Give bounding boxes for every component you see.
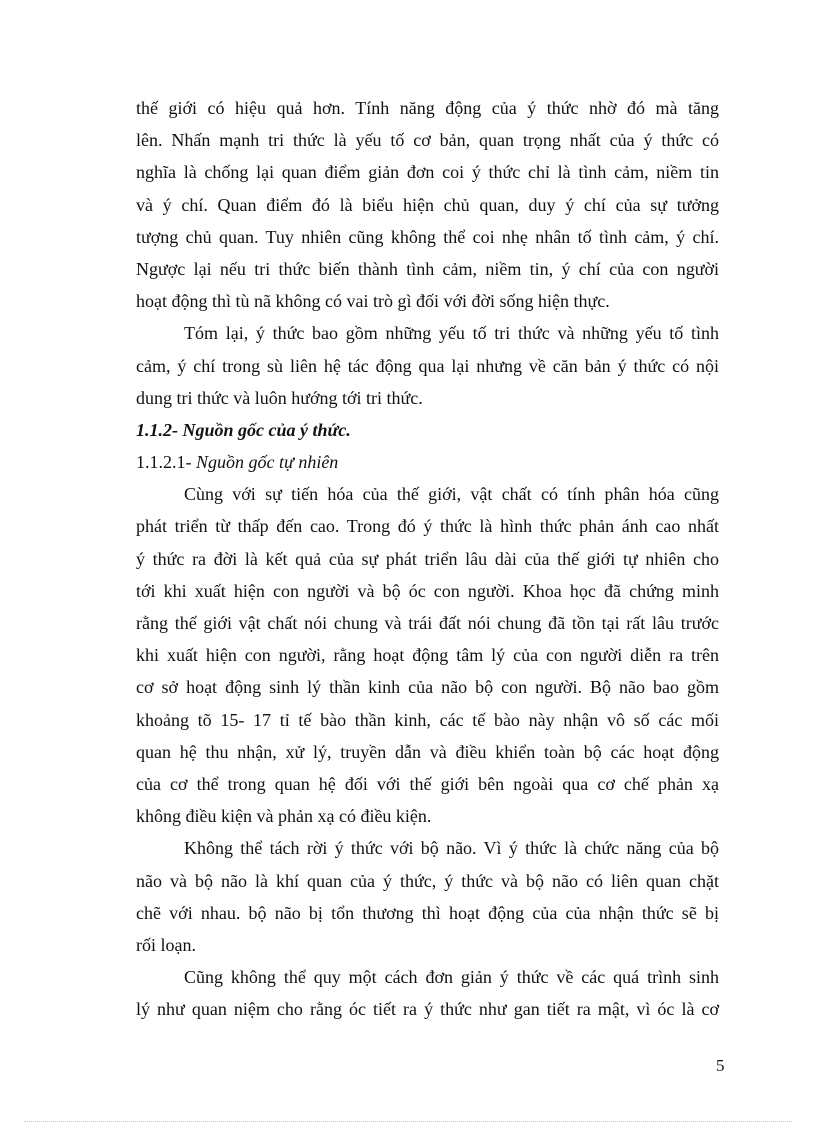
subsection-number: 1.1.2.1- — [136, 452, 192, 473]
text-line: cảm, ý chí trong sù liên hệ tác động qua lại nhưng về căn bản ý thức có nội — [136, 355, 719, 376]
text-line: rằng thế giới vật chất nói chung và trái đất nói chung đã tồn tại rất lâu trước — [136, 613, 719, 633]
text-line: phát triển từ thấp đến cao. Trong đó ý thức là hình thức phản ánh cao nhất — [136, 516, 719, 537]
text-line: rối loạn. — [136, 934, 196, 955]
text-line: hoạt động thì tù nã không có vai trò gì đối với đời sống hiện thực. — [136, 291, 610, 312]
text-line: và ý chí. Quan điểm đó là biểu hiện chủ quan, duy ý chí của sự tưởng — [136, 194, 719, 215]
text-line: dung tri thức và luôn hướng tới tri thức. — [136, 387, 423, 408]
text-line: Ngược lại nếu tri thức biến thành tình cảm, niềm tin, ý chí của con người — [136, 258, 719, 279]
text-line: Cũng không thể quy một cách đơn giản ý thức về các quá trình sinh — [184, 967, 719, 988]
text-line: tới khi xuất hiện con người và bộ óc con người. Khoa học đã chứng minh — [136, 580, 719, 601]
section-heading: 1.1.2- Nguồn gốc của ý thức. — [136, 419, 351, 440]
text-line: khoảng tõ 15- 17 tỉ tế bào thần kinh, các tế bào này nhận vô số các mối — [136, 709, 719, 730]
text-line: thế giới có hiệu quả hơn. Tính năng động của ý thức nhờ đó mà tăng — [136, 98, 719, 118]
text-line: tượng chủ quan. Tuy nhiên cũng không thể coi nhẹ nhân tố tình cảm, ý chí. — [136, 226, 719, 247]
document-page — [136, 92, 719, 1025]
text-line: não và bộ não là khí quan của ý thức, ý thức và bộ não có liên quan chặt — [136, 870, 719, 891]
text-line: của cơ thể trong quan hệ đối với thế giới bên ngoài qua cơ chế phản xạ — [136, 773, 719, 794]
text-line: quan hệ thu nhận, xử lý, truyền dẫn và điều khiển toàn bộ các hoạt động — [136, 741, 719, 762]
text-line: không điều kiện và phản xạ có điều kiện. — [136, 806, 432, 827]
text-line: cơ sở hoạt động sinh lý thần kinh của não bộ con người. Bộ não bao gồm — [136, 677, 719, 698]
text-line: nghĩa là chống lại quan điểm giản đơn coi ý thức chỉ là tình cảm, niềm tin — [136, 162, 719, 183]
subsection-heading — [136, 446, 719, 478]
page-number: 5 — [716, 1056, 725, 1075]
text-line: chẽ với nhau. bộ não bị tổn thương thì hoạt động của của nhận thức sẽ bị — [136, 902, 719, 923]
text-line: Cùng với sự tiến hóa của thế giới, vật chất có tính phân hóa cũng — [184, 484, 719, 505]
text-line: lý như quan niệm cho rằng óc tiết ra ý thức như gan tiết ra mật, vì óc là cơ — [136, 999, 719, 1020]
text-line: ý thức ra đời là kết quả của sự phát triển lâu dài của thế giới tự nhiên cho — [136, 548, 719, 569]
page-bottom-divider — [24, 1121, 792, 1122]
text-line: Tóm lại, ý thức bao gồm những yếu tố tri thức và những yếu tố tình — [184, 323, 719, 344]
text-line: khi xuất hiện con người, rằng hoạt động tâm lý của con người diễn ra trên — [136, 645, 719, 666]
subsection-title: Nguồn gốc tự nhiên — [196, 452, 339, 473]
text-line: Không thể tách rời ý thức với bộ não. Vì ý thức là chức năng của bộ — [184, 838, 719, 859]
text-line: lên. Nhấn mạnh tri thức là yếu tố cơ bản, quan trọng nhất của ý thức có — [136, 130, 719, 151]
